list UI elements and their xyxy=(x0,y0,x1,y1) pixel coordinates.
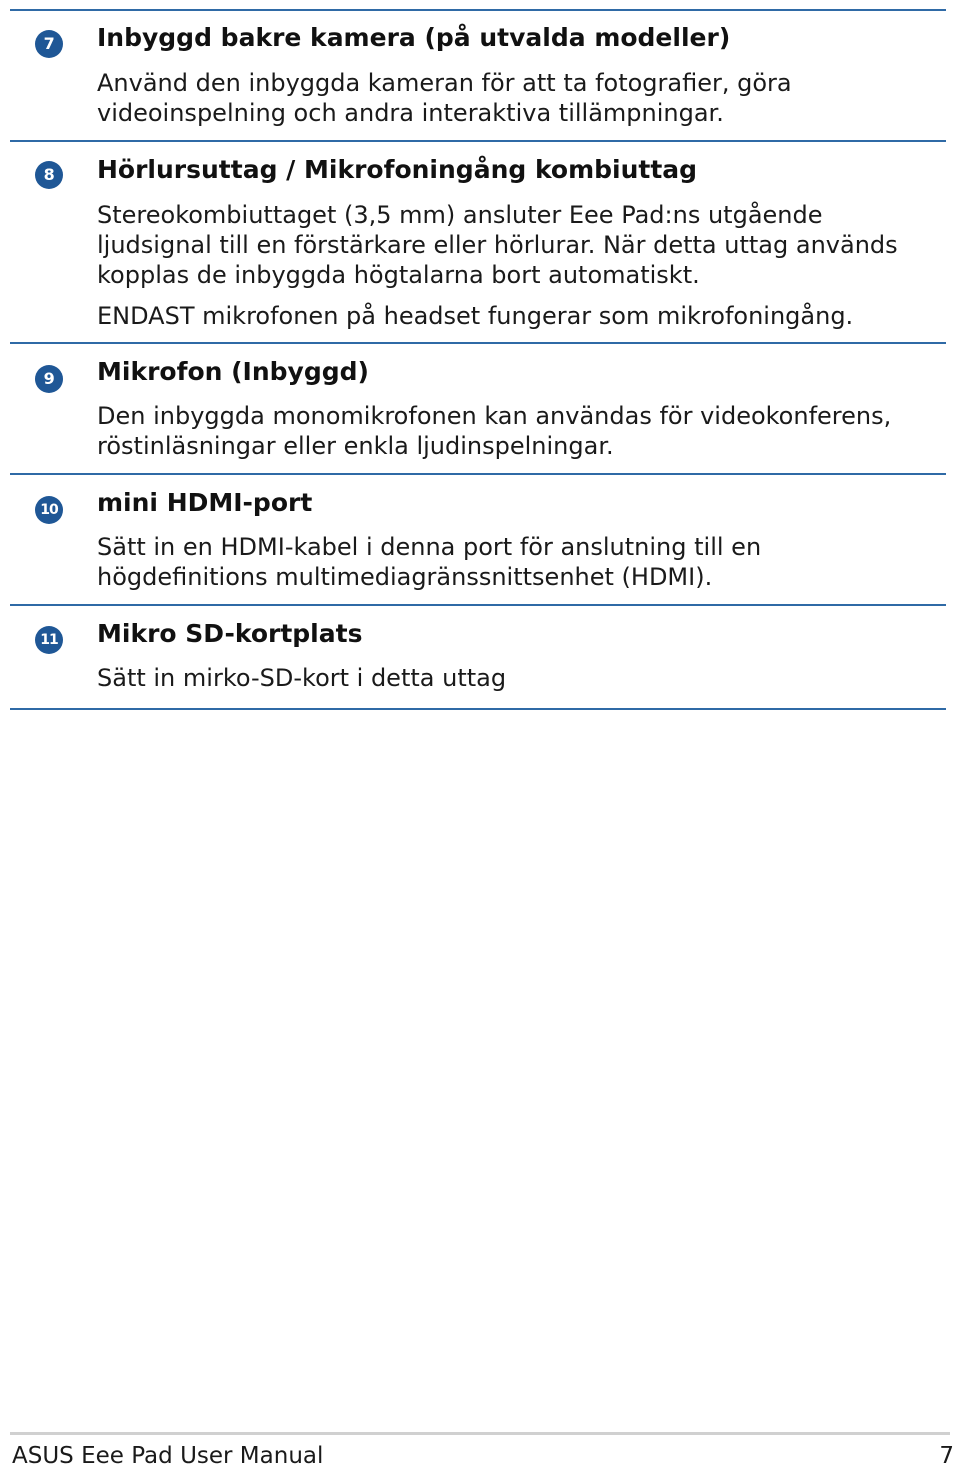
footer-manual-title: ASUS Eee Pad User Manual xyxy=(12,1443,324,1469)
item-description: Stereokombiuttaget (3,5 mm) ansluter Eee Pad:ns utgående ljudsignal till en förstärkare eller hörlurar. När detta uttag används kopplas de inbyggda högtalarna bort automatiskt. xyxy=(97,201,898,289)
item-number-badge: 9 xyxy=(35,365,63,393)
item-title: Mikro SD-kortplats xyxy=(97,619,363,648)
item-number-badge: 11 xyxy=(35,626,63,654)
section-divider xyxy=(10,473,946,475)
item-title: mini HDMI-port xyxy=(97,488,313,517)
item-title: Inbyggd bakre kamera (på utvalda modeller) xyxy=(97,23,731,52)
item-number-badge: 7 xyxy=(35,30,63,58)
section-divider xyxy=(10,140,946,142)
section-divider xyxy=(10,708,946,710)
section-divider xyxy=(10,342,946,344)
section-divider xyxy=(10,9,946,11)
section-divider xyxy=(10,604,946,606)
item-title: Hörlursuttag / Mikrofoningång kombiuttag xyxy=(97,155,698,184)
item-description: Sätt in mirko-SD-kort i detta uttag xyxy=(97,664,507,692)
item-note: ENDAST mikrofonen på headset fungerar som mikrofoningång. xyxy=(97,302,854,330)
item-description: Sätt in en HDMI-kabel i denna port för anslutning till en högdefinitions multimediagränssnittsenhet (HDMI). xyxy=(97,533,762,591)
item-number-badge: 10 xyxy=(35,496,63,524)
item-number-badge: 8 xyxy=(35,161,63,189)
item-description: Använd den inbyggda kameran för att ta fotografier, göra videoinspelning och andra interaktiva tillämpningar. xyxy=(97,69,792,127)
item-title: Mikrofon (Inbyggd) xyxy=(97,357,369,386)
footer-divider xyxy=(10,1432,950,1435)
page-number: 7 xyxy=(939,1443,954,1469)
item-description: Den inbyggda monomikrofonen kan användas för videokonferens, röstinläsningar eller enkla ljudinspelningar. xyxy=(97,402,892,460)
